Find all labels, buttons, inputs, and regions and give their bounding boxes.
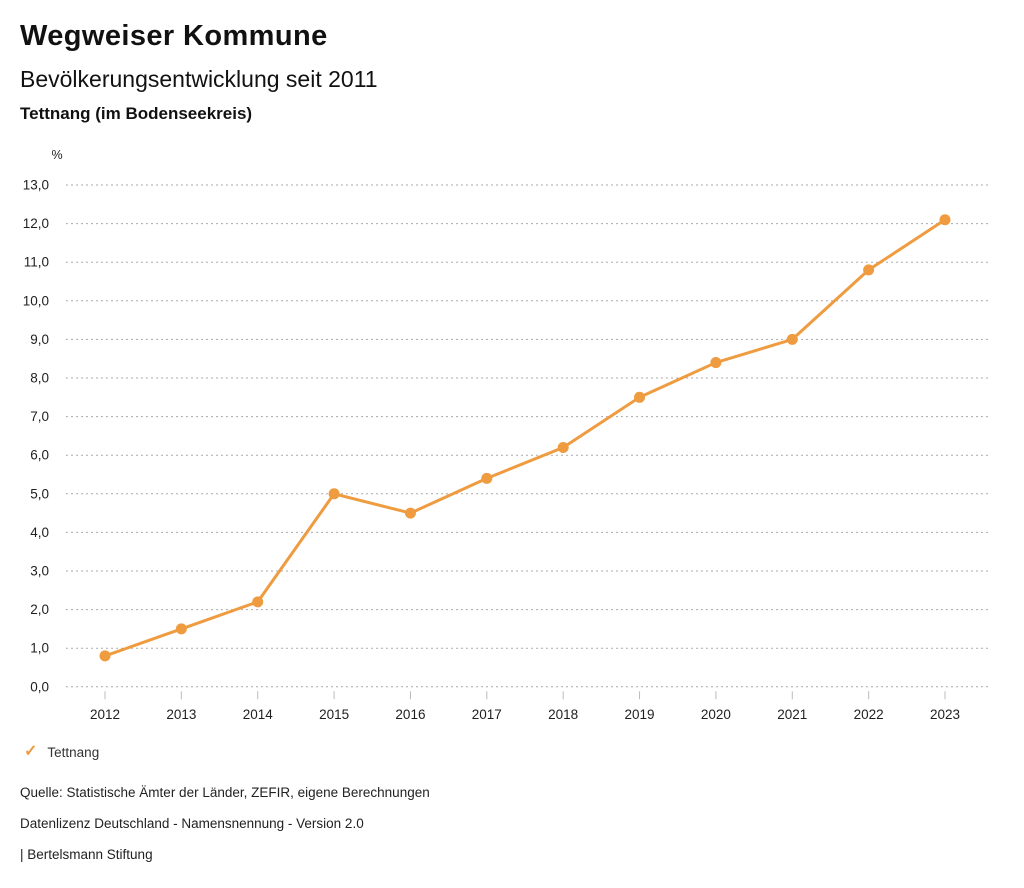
data-point-2015[interactable] (329, 488, 340, 499)
y-axis-tick-label: 2,0 (30, 602, 49, 618)
x-axis-tick-label: 2013 (166, 706, 197, 722)
y-axis-tick-label: 7,0 (30, 409, 49, 425)
page-title: Wegweiser Kommune (20, 20, 328, 52)
y-axis-tick-label: 0,0 (30, 679, 49, 695)
chart-subtitle: Bevölkerungsentwicklung seit 2011 (20, 66, 378, 92)
x-axis-tick-label: 2017 (471, 706, 502, 722)
x-axis-tick-label: 2012 (89, 706, 121, 722)
data-point-2022[interactable] (863, 264, 874, 275)
y-axis-tick-label: 4,0 (30, 524, 49, 540)
x-axis-tick-label: 2016 (395, 706, 426, 722)
data-point-2017[interactable] (481, 473, 492, 484)
trend-line (105, 220, 945, 656)
y-axis-tick-label: 13,0 (22, 177, 49, 193)
y-axis-tick-label: 5,0 (30, 486, 49, 502)
y-axis-tick-label: 6,0 (30, 447, 49, 463)
x-axis-tick-label: 2018 (548, 706, 579, 722)
x-axis-tick-label: 2020 (700, 706, 731, 722)
data-point-2021[interactable] (787, 334, 798, 345)
data-point-2013[interactable] (176, 623, 187, 634)
data-point-2016[interactable] (405, 508, 416, 519)
x-axis-tick-label: 2021 (777, 706, 808, 722)
legend-check-icon: ✓ (24, 743, 38, 760)
data-point-2019[interactable] (634, 392, 645, 403)
y-axis-tick-label: 12,0 (22, 216, 49, 232)
x-axis-tick-label: 2019 (624, 706, 655, 722)
y-axis-unit-label: % (51, 148, 63, 162)
y-axis-tick-label: 9,0 (30, 331, 49, 347)
y-axis-tick-label: 11,0 (23, 254, 49, 270)
license-note: Datenlizenz Deutschland - Namensnennung - Version 2.0 (20, 816, 364, 831)
x-axis-tick-label: 2014 (242, 706, 273, 722)
y-axis-tick-label: 8,0 (30, 370, 49, 386)
data-point-2023[interactable] (939, 214, 950, 225)
data-point-2020[interactable] (710, 357, 721, 368)
line-chart-canvas (0, 140, 1024, 740)
attribution-note: | Bertelsmann Stiftung (20, 847, 153, 862)
legend-item-tettnang[interactable] (24, 744, 99, 760)
population-trend-chart (0, 140, 1024, 740)
region-label: Tettnang (im Bodenseekreis) (20, 104, 253, 123)
y-axis-tick-label: 3,0 (30, 563, 49, 579)
y-axis-tick-label: 1,0 (30, 640, 49, 656)
source-note: Quelle: Statistische Ämter der Länder, ZEFIR, eigene Berechnungen (20, 785, 430, 800)
legend-label: Tettnang (47, 744, 100, 760)
x-axis-tick-label: 2023 (929, 706, 961, 722)
data-point-2014[interactable] (252, 596, 263, 607)
x-axis-tick-label: 2022 (853, 706, 884, 722)
data-point-2012[interactable] (100, 650, 111, 661)
x-axis-tick-label: 2015 (319, 706, 350, 722)
data-point-2018[interactable] (558, 442, 569, 453)
y-axis-tick-label: 10,0 (22, 293, 49, 309)
